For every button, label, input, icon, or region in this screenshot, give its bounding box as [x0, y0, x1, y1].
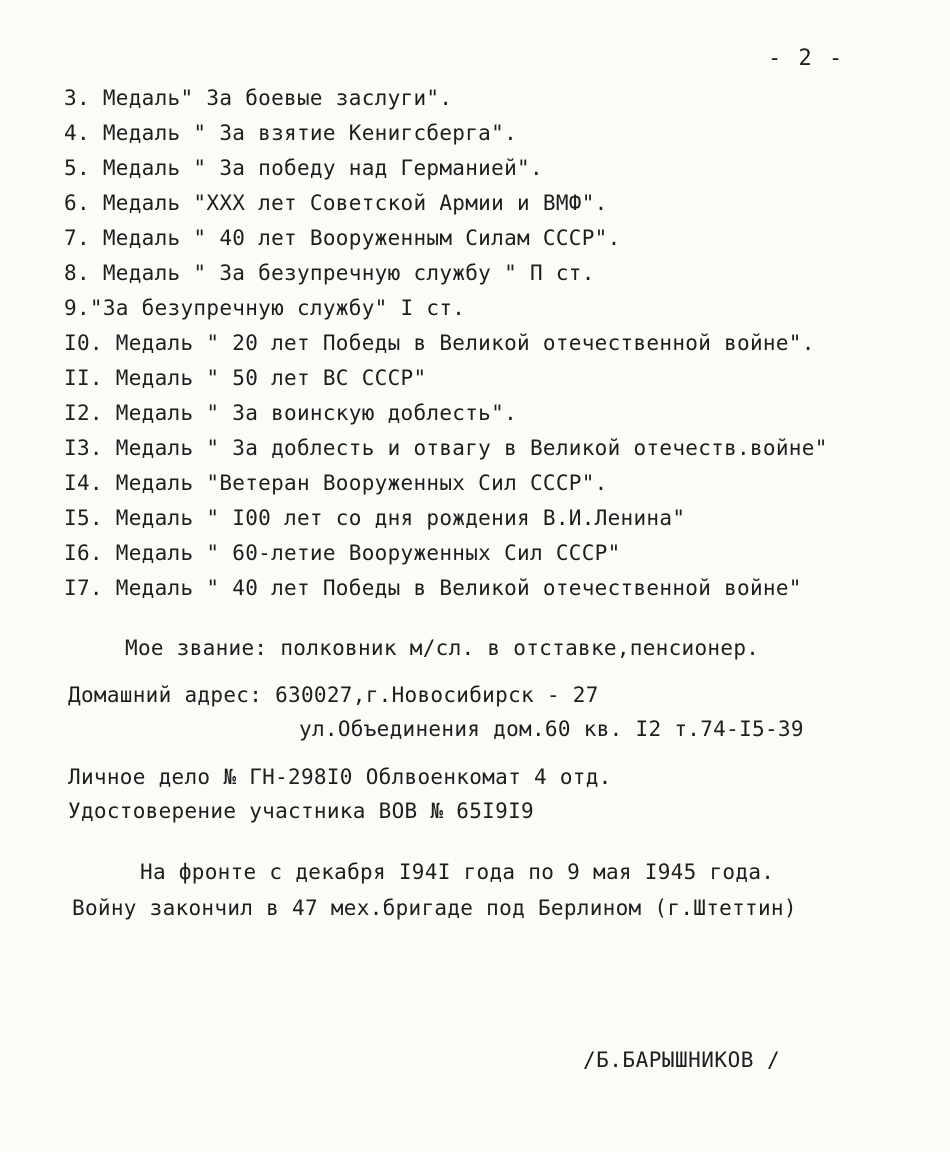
rank-line: Мое звание: полковник м/сл. в отставке,пенсионер.: [125, 636, 760, 660]
award-item: I3. Медаль " За доблесть и отвагу в Великой отечеств.войне": [64, 436, 828, 460]
award-item: II. Медаль " 50 лет ВС СССР": [64, 366, 427, 390]
personal-file-line: Личное дело № ГН-298I0 Облвоенкомат 4 отд.: [68, 765, 612, 789]
signature: /Б.БАРЫШНИКОВ /: [583, 1048, 781, 1072]
page-number: - 2 -: [768, 46, 845, 71]
award-item: I7. Медаль " 40 лет Победы в Великой отечественной войне": [64, 576, 802, 600]
award-item: I5. Медаль " I00 лет со дня рождения В.И.Ленина": [64, 506, 686, 530]
award-item: I0. Медаль " 20 лет Победы в Великой отечественной войне".: [64, 331, 815, 355]
award-item: 6. Медаль "ХХХ лет Советской Армии и ВМФ".: [64, 191, 608, 215]
address-line-2: ул.Объединения дом.60 кв. I2 т.74-I5-39: [299, 717, 804, 741]
front-service-line-2: Войну закончил в 47 мех.бригаде под Берлином (г.Штеттин): [72, 896, 797, 920]
award-item: 4. Медаль " За взятие Кенигсберга".: [64, 121, 518, 145]
award-item: 8. Медаль " За безупречную службу " П ст.: [64, 261, 595, 285]
award-item: 7. Медаль " 40 лет Вооруженным Силам СССР".: [64, 226, 621, 250]
award-item: 5. Медаль " За победу над Германией".: [64, 156, 543, 180]
award-item: I6. Медаль " 60-летие Вооруженных Сил СССР": [64, 541, 621, 565]
award-item: I2. Медаль " За воинскую доблесть".: [64, 401, 518, 425]
award-item: 9."За безупречную службу" I ст.: [64, 296, 466, 320]
veteran-id-line: Удостоверение участника ВОВ № 65I9I9: [68, 799, 534, 823]
award-item: I4. Медаль "Ветеран Вооруженных Сил СССР".: [64, 471, 608, 495]
address-line-1: Домашний адрес: 630027,г.Новосибирск - 27: [68, 683, 599, 707]
award-item: 3. Медаль" За боевые заслуги".: [64, 86, 453, 110]
front-service-line-1: На фронте с декабря I94I года по 9 мая I945 года.: [140, 860, 775, 884]
